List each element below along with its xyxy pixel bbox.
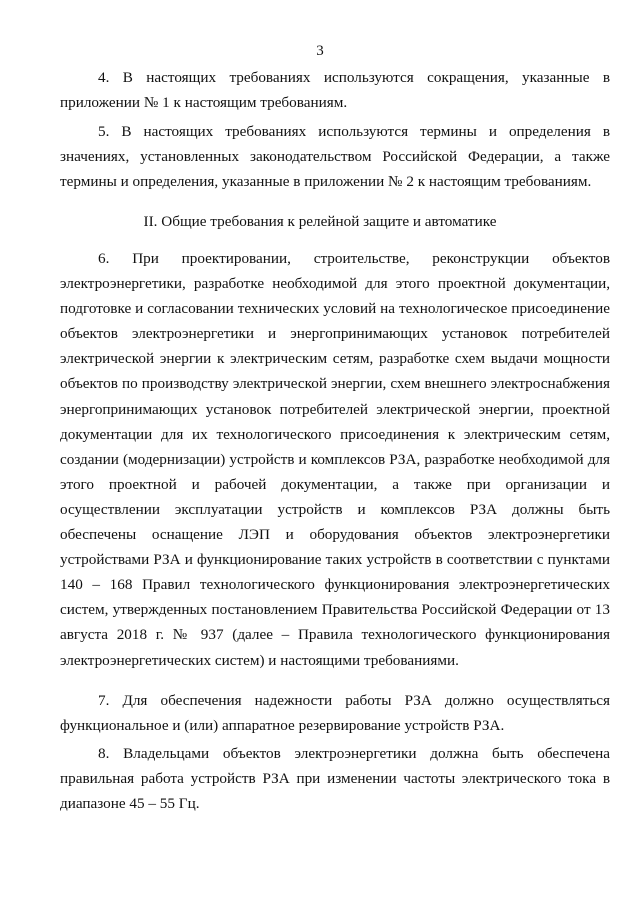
paragraph-7: 7. Для обеспечения надежности работы РЗА должно осуществляться функциональное и (или) аппаратное резервирование устройств РЗА.: [60, 692, 610, 735]
paragraph-4: 4. В настоящих требованиях используются сокращения, указанные в приложении № 1 к настоящим требованиям.: [60, 69, 610, 112]
paragraph-5: 5. В настоящих требованиях используются термины и определения в значениях, установленных законодательством Российской Федерации, а также термины и определения, указанные в приложении № 2 к настоящим требованиям.: [60, 123, 610, 191]
paragraph-8: 8. Владельцами объектов электроэнергетики должна быть обеспечена правильная работа устройств РЗА при изменении частоты электрического тока в диапазоне 45 – 55 Гц.: [60, 745, 610, 813]
page-number: 3: [316, 43, 324, 59]
paragraph-6: 6. При проектировании, строительстве, реконструкции объектов электроэнергетики, разработке необходимой для этого проектной документации, подготовке и согласовании технических условий на технологическое присоединение объектов электроэнергетики и энергопринимающих установок потребителей электрической энергии к электрическим сетям, разработке схем выдачи мощности объектов по производству электрической энергии, схем внешнего электроснабжения энергопринимающих установок потребителей электрической энергии, проектной документации для их технологического присоединения к электрическим сетям, создании (модернизации) устройств и комплексов РЗА, разработке необходимой для этого проектной и рабочей документации, а также при организации и осуществлении эксплуатации устройств и комплексов РЗА должны быть обеспечены оснащение ЛЭП и оборудования объектов электроэнергетики устройствами РЗА и функционирование таких устройств в соответствии с пунктами 140 – 168 Правил технологического функционирования электроэнергетических систем, утвержденных постановлением Правительства Российской Федерации от 13 августа 2018 г. № 937 (далее – Правила технологического функционирования электроэнергетических систем) и настоящими требованиями.: [60, 250, 610, 669]
section-heading: II. Общие требования к релейной защите и автоматике: [143, 213, 497, 230]
